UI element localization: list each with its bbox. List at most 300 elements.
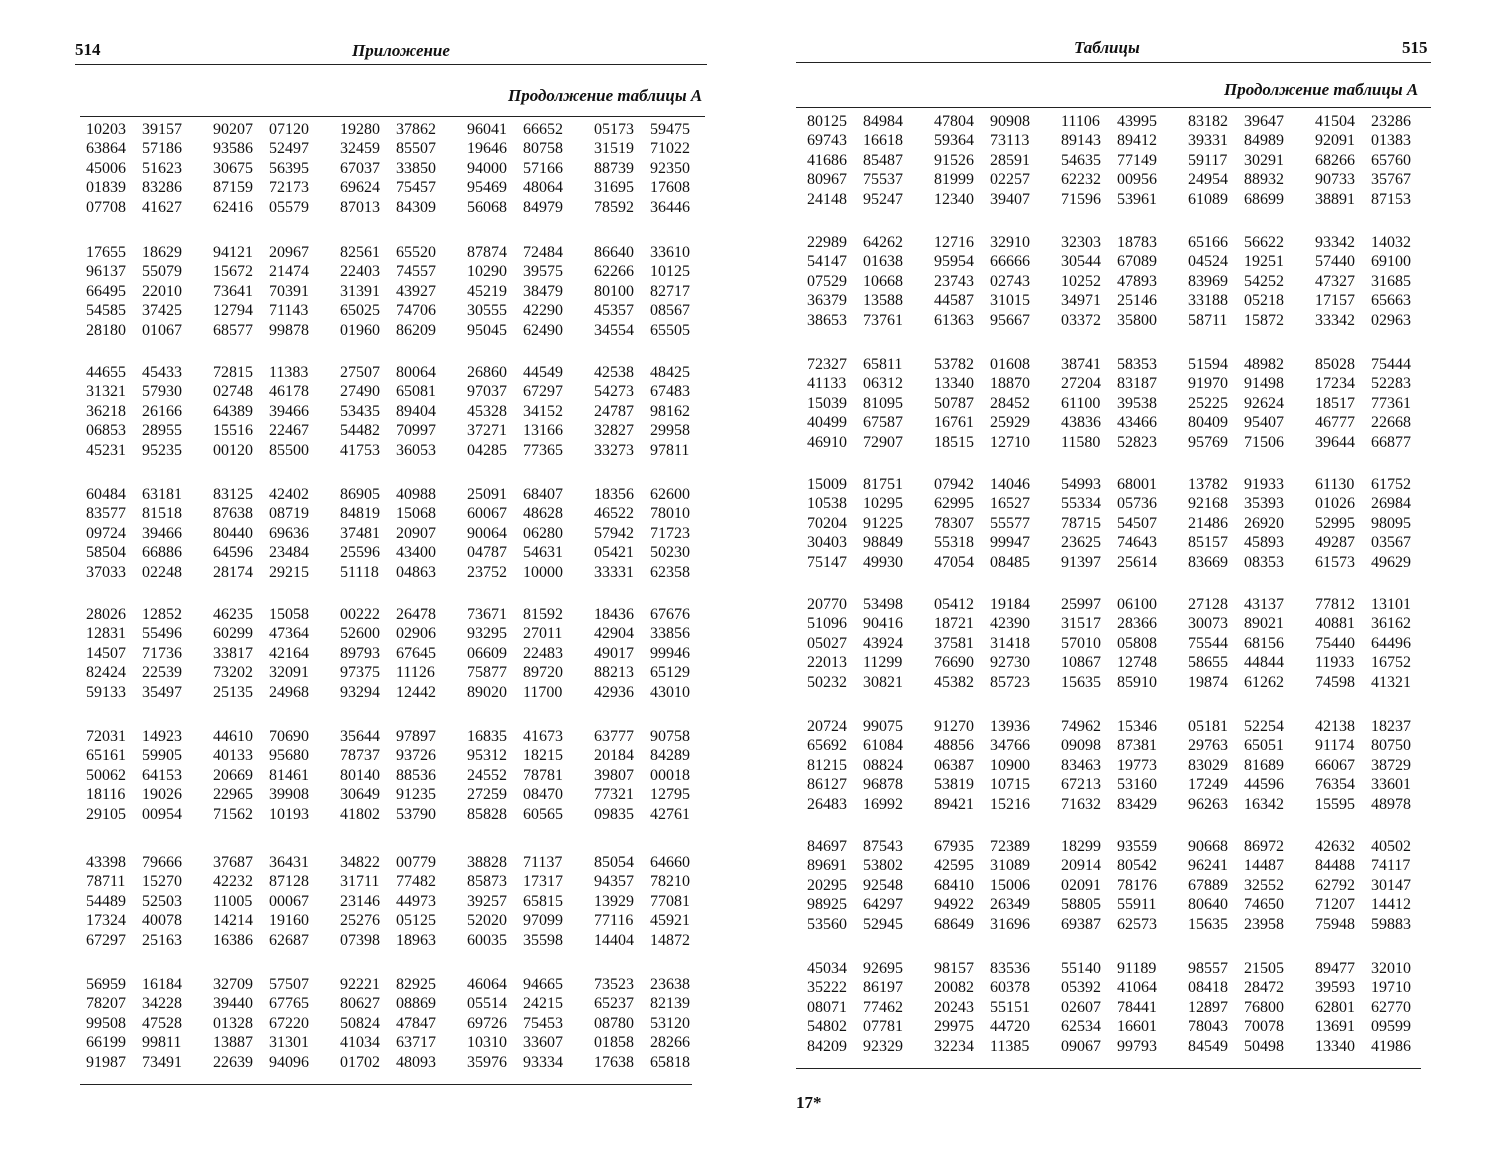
number-row [86,504,721,523]
number-cell: 17234 [1315,375,1355,393]
number-pair [594,605,721,624]
number-block [86,605,721,702]
number-cell: 91397 [1061,553,1101,571]
number-cell: 20770 [807,596,847,613]
number-cell: 66666 [990,253,1030,271]
number-pair [467,402,594,421]
number-cell: 17638 [594,1053,634,1071]
number-cell: 66877 [1371,433,1411,451]
number-cell: 51118 [340,563,379,581]
number-pair [1188,837,1315,856]
number-cell: 48978 [1371,795,1411,813]
number-cell: 11385 [990,1037,1030,1055]
number-pair [594,892,721,911]
number-pair [86,911,213,930]
number-pair [807,837,934,856]
number-cell: 60067 [467,505,507,523]
number-cell: 97099 [523,912,563,930]
number-cell: 41986 [1371,1037,1411,1055]
number-cell: 89404 [396,402,436,420]
number-cell: 08869 [396,995,436,1013]
table-bottom-rule [796,1068,1421,1069]
number-cell: 92091 [1315,132,1355,150]
number-pair [934,413,1061,432]
number-cell: 61573 [1315,553,1355,571]
number-pair [467,853,594,872]
number-cell: 15516 [213,422,253,440]
number-cell: 52254 [1244,718,1284,735]
number-cell: 98925 [807,896,847,914]
number-cell: 39331 [1188,132,1228,150]
number-pair [213,382,340,401]
number-cell: 58711 [1188,311,1228,329]
number-pair [1061,634,1188,653]
number-cell: 39157 [142,121,182,138]
number-cell: 89021 [1244,615,1284,633]
number-cell: 65505 [650,321,690,339]
number-pair [467,1053,594,1072]
number-cell: 10252 [1061,272,1101,290]
number-row [807,374,1442,393]
number-pair [1315,112,1442,131]
number-cell: 04863 [396,563,436,581]
page-number: 514 [75,40,101,59]
number-cell: 26920 [1244,514,1284,532]
number-cell: 77321 [594,786,634,804]
number-cell: 53819 [934,776,974,794]
number-cell: 93342 [1315,234,1355,251]
number-cell: 98557 [1188,960,1228,977]
number-cell: 10203 [86,121,126,138]
number-cell: 70078 [1244,1018,1284,1036]
number-cell: 55318 [934,534,974,552]
number-cell: 80640 [1188,896,1228,914]
number-pair [594,1033,721,1052]
number-cell: 37862 [396,121,436,138]
number-row [807,514,1442,533]
number-cell: 65692 [807,737,847,755]
number-pair [807,673,934,692]
number-row [86,262,721,281]
number-pair [594,485,721,504]
number-pair [340,1033,467,1052]
number-pair [934,717,1061,736]
number-cell: 68410 [934,876,974,894]
number-row [86,892,721,911]
number-cell: 62358 [650,563,690,581]
number-cell: 81689 [1244,756,1284,774]
number-pair [1188,775,1315,794]
number-cell: 43466 [1117,414,1157,432]
number-cell: 77361 [1371,394,1411,412]
number-cell: 02963 [1371,311,1411,329]
number-cell: 03372 [1061,311,1101,329]
number-cell: 99075 [863,718,903,735]
number-cell: 78307 [934,514,974,532]
number-cell: 07120 [269,121,309,138]
number-row [807,475,1442,494]
number-cell: 65237 [594,995,634,1013]
number-cell: 41627 [142,198,182,216]
number-row [807,614,1442,633]
number-cell: 60035 [467,931,507,949]
number-cell: 59364 [934,132,974,150]
number-cell: 31711 [340,873,380,891]
number-cell: 74557 [396,263,436,281]
number-pair [1315,959,1442,978]
number-cell: 95045 [467,321,507,339]
number-cell: 71022 [650,140,690,158]
number-cell: 13588 [863,292,903,310]
number-cell: 32010 [1371,960,1411,977]
number-pair [934,374,1061,393]
number-cell: 22467 [269,422,309,440]
number-cell: 09724 [86,524,126,542]
number-row [807,915,1442,934]
number-cell: 78010 [650,505,690,523]
number-pair [1061,475,1188,494]
number-pair [1061,170,1188,189]
number-cell: 47327 [1315,272,1355,290]
number-cell: 19646 [467,140,507,158]
number-cell: 01026 [1315,495,1355,513]
number-pair [1061,311,1188,330]
number-cell: 40499 [807,414,847,432]
number-pair [1315,355,1442,374]
number-pair [934,475,1061,494]
number-cell: 90668 [1188,838,1228,855]
number-row [807,170,1442,189]
number-cell: 66886 [142,544,182,562]
number-cell: 16527 [990,495,1030,513]
number-pair [213,543,340,562]
number-cell: 04524 [1188,253,1228,271]
number-pair [1188,514,1315,533]
number-cell: 81215 [807,756,847,774]
number-pair [1061,717,1188,736]
number-cell: 16601 [1117,1018,1157,1036]
number-cell: 10295 [863,495,903,513]
header-rule [75,64,707,65]
number-cell: 53961 [1117,190,1157,208]
number-pair [213,663,340,682]
number-row [807,533,1442,552]
number-cell: 13887 [213,1034,253,1052]
number-pair [807,915,934,934]
number-cell: 77462 [863,998,903,1016]
number-cell: 30073 [1188,615,1228,633]
number-cell: 84984 [863,113,903,130]
number-row [807,553,1442,572]
number-cell: 83577 [86,505,126,523]
number-pair [934,272,1061,291]
number-cell: 30821 [863,673,903,691]
number-cell: 62792 [1315,876,1355,894]
number-cell: 96137 [86,263,126,281]
number-row [86,382,721,401]
number-pair [594,683,721,702]
number-row [86,683,721,702]
number-cell: 02748 [213,383,253,401]
number-cell: 53120 [650,1014,690,1032]
number-pair [340,198,467,217]
number-cell: 24552 [467,766,507,784]
number-cell: 93334 [523,1053,563,1071]
number-cell: 65081 [396,383,436,401]
number-cell: 12794 [213,302,253,320]
number-cell: 31321 [86,383,126,401]
number-cell: 87153 [1371,190,1411,208]
number-row [86,363,721,382]
number-cell: 05736 [1117,495,1157,513]
number-row [86,605,721,624]
number-cell: 70997 [396,422,436,440]
number-cell: 88932 [1244,171,1284,189]
number-cell: 45357 [594,302,634,320]
number-cell: 80440 [213,524,253,542]
number-pair [86,1053,213,1072]
number-pair [1315,553,1442,572]
number-cell: 41321 [1371,673,1411,691]
number-pair [594,872,721,891]
number-cell: 37033 [86,563,126,581]
number-pair [340,120,467,139]
number-pair [934,533,1061,552]
number-cell: 48856 [934,737,974,755]
number-pair [1061,1017,1188,1036]
number-pair [1061,595,1188,614]
number-cell: 06100 [1117,596,1157,613]
number-pair [86,853,213,872]
number-cell: 18517 [1315,394,1355,412]
number-pair [594,504,721,523]
number-pair [594,746,721,765]
number-cell: 91189 [1117,960,1157,977]
number-row [86,178,721,197]
number-cell: 48425 [650,364,690,381]
number-cell: 73113 [990,132,1030,150]
number-cell: 85500 [269,441,309,459]
number-cell: 89143 [1061,132,1101,150]
number-pair [1061,756,1188,775]
number-cell: 99508 [86,1014,126,1032]
number-cell: 16835 [467,728,507,745]
number-cell: 48093 [396,1053,436,1071]
number-cell: 20669 [213,766,253,784]
number-cell: 84549 [1188,1037,1228,1055]
number-cell: 91225 [863,514,903,532]
number-pair [807,634,934,653]
number-cell: 45219 [467,282,507,300]
number-cell: 18215 [523,747,563,765]
number-cell: 05412 [934,596,974,613]
number-row [86,563,721,582]
number-pair [86,504,213,523]
number-pair [807,1037,934,1056]
number-pair [213,853,340,872]
number-cell: 98162 [650,402,690,420]
number-cell: 01328 [213,1014,253,1032]
number-pair [467,198,594,217]
number-pair [213,282,340,301]
number-cell: 67645 [396,644,436,662]
number-cell: 73761 [863,311,903,329]
number-cell: 01839 [86,179,126,197]
number-cell: 87874 [467,244,507,261]
number-cell: 61100 [1061,394,1101,412]
number-cell: 80542 [1117,857,1157,875]
number-cell: 60378 [990,979,1030,997]
number-row [86,911,721,930]
number-cell: 47847 [396,1014,436,1032]
number-cell: 52283 [1371,375,1411,393]
number-cell: 82139 [650,995,690,1013]
number-pair [1315,252,1442,271]
number-cell: 34152 [523,402,563,420]
number-cell: 53435 [340,402,380,420]
number-pair [1061,394,1188,413]
number-pair [807,233,934,252]
number-pair [86,120,213,139]
number-pair [340,785,467,804]
number-cell: 98157 [934,960,974,977]
number-block [807,837,1442,934]
header-rule [796,62,1431,63]
number-pair [467,892,594,911]
number-cell: 25091 [467,486,507,503]
number-cell: 36162 [1371,615,1411,633]
number-cell: 74598 [1315,673,1355,691]
number-cell: 08353 [1244,553,1284,571]
number-cell: 50230 [650,544,690,562]
number-cell: 19710 [1371,979,1411,997]
number-block [807,475,1442,572]
number-cell: 85828 [467,805,507,823]
number-pair [594,282,721,301]
number-pair [86,605,213,624]
number-cell: 70391 [269,282,309,300]
number-cell: 61363 [934,311,974,329]
number-cell: 46522 [594,505,634,523]
number-cell: 41673 [523,728,563,745]
number-cell: 99878 [269,321,309,339]
number-cell: 33607 [523,1034,563,1052]
number-cell: 26984 [1371,495,1411,513]
number-cell: 28026 [86,606,126,623]
number-cell: 75147 [807,553,847,571]
number-pair [86,402,213,421]
number-pair [467,805,594,824]
number-cell: 85157 [1188,534,1228,552]
number-cell: 13101 [1371,596,1411,613]
number-cell: 23958 [1244,915,1284,933]
number-pair [594,120,721,139]
number-cell: 54252 [1244,272,1284,290]
number-pair [86,975,213,994]
number-cell: 94922 [934,896,974,914]
number-cell: 73202 [213,664,253,682]
table-caption: Продолжение таблицы А [508,86,703,105]
number-cell: 16184 [142,976,182,993]
number-cell: 38891 [1315,190,1355,208]
number-pair [1188,959,1315,978]
number-cell: 52995 [1315,514,1355,532]
number-row [807,736,1442,755]
number-cell: 80627 [340,995,380,1013]
number-cell: 60299 [213,625,253,643]
number-cell: 82717 [650,282,690,300]
number-cell: 13340 [934,375,974,393]
number-cell: 59117 [1188,151,1228,169]
number-cell: 84979 [523,198,563,216]
number-cell: 34971 [1061,292,1101,310]
number-pair [807,856,934,875]
number-pair [340,485,467,504]
number-pair [86,421,213,440]
number-cell: 91987 [86,1053,126,1071]
number-pair [807,190,934,209]
number-cell: 33610 [650,244,690,261]
number-cell: 73491 [142,1053,182,1071]
number-cell: 37581 [934,634,974,652]
number-cell: 46064 [467,976,507,993]
number-cell: 99946 [650,644,690,662]
number-pair [1315,1037,1442,1056]
number-pair [1061,959,1188,978]
number-pair [1315,311,1442,330]
number-pair [1315,151,1442,170]
number-cell: 04787 [467,544,507,562]
number-cell: 69624 [340,179,380,197]
number-cell: 53790 [396,805,436,823]
number-cell: 68156 [1244,634,1284,652]
number-cell: 00067 [269,892,309,910]
number-cell: 20724 [807,718,847,735]
number-row [86,727,721,746]
number-pair [86,563,213,582]
number-cell: 52503 [142,892,182,910]
number-cell: 77081 [650,892,690,910]
number-cell: 14412 [1371,896,1411,914]
number-cell: 95312 [467,747,507,765]
number-cell: 64389 [213,402,253,420]
number-cell: 30544 [1061,253,1101,271]
number-cell: 69726 [467,1014,507,1032]
number-pair [1315,475,1442,494]
number-cell: 95469 [467,179,507,197]
number-pair [340,683,467,702]
number-row [86,441,721,460]
number-pair [86,485,213,504]
number-cell: 88536 [396,766,436,784]
number-pair [213,421,340,440]
number-pair [594,994,721,1013]
number-pair [1188,394,1315,413]
number-pair [340,421,467,440]
number-cell: 20914 [1061,857,1101,875]
number-cell: 53160 [1117,776,1157,794]
number-cell: 72815 [213,364,253,381]
number-pair [1315,291,1442,310]
number-cell: 38653 [807,311,847,329]
number-cell: 18436 [594,606,634,623]
number-cell: 89477 [1315,960,1355,977]
number-cell: 29215 [269,563,309,581]
number-row [807,856,1442,875]
number-row [86,805,721,824]
number-pair [807,736,934,755]
number-cell: 17249 [1188,776,1228,794]
